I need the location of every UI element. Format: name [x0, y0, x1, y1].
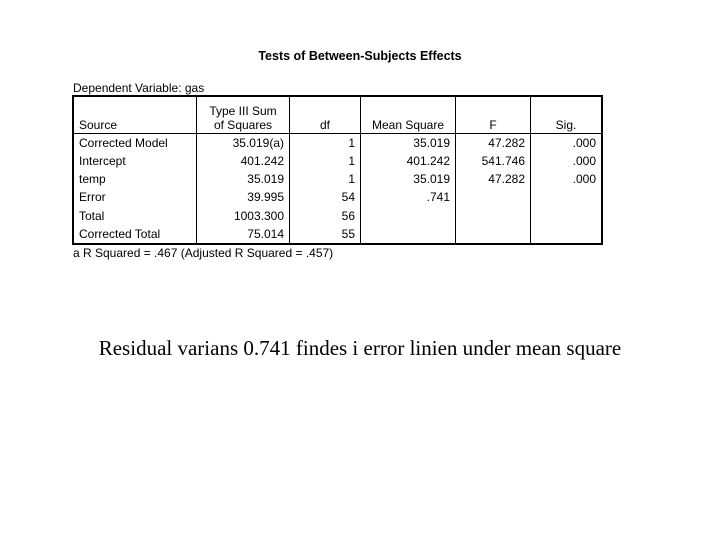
table-title: Tests of Between-Subjects Effects	[258, 49, 462, 63]
table-row	[73, 133, 602, 152]
cell-source: Corrected Model	[73, 133, 197, 152]
header-source: Source	[73, 96, 197, 133]
cell-ss: 35.019	[197, 170, 290, 188]
cell-source: Corrected Total	[73, 225, 197, 244]
cell-sig	[531, 188, 603, 206]
table-row	[73, 170, 602, 188]
cell-df: 1	[290, 133, 361, 152]
cell-f	[456, 225, 531, 244]
anova-table	[72, 95, 603, 245]
cell-ms	[361, 225, 456, 244]
table-footnote: a R Squared = .467 (Adjusted R Squared = .457)	[73, 246, 334, 260]
header-sig: Sig.	[531, 96, 603, 133]
table-row	[73, 152, 602, 170]
cell-ms: 401.242	[361, 152, 456, 170]
cell-f	[456, 207, 531, 225]
cell-source: Intercept	[73, 152, 197, 170]
cell-ss: 1003.300	[197, 207, 290, 225]
cell-source: temp	[73, 170, 197, 188]
cell-df: 54	[290, 188, 361, 206]
cell-sig: .000	[531, 133, 603, 152]
header-f: F	[456, 96, 531, 133]
cell-ms: .741	[361, 188, 456, 206]
table-row	[73, 225, 602, 244]
cell-source: Error	[73, 188, 197, 206]
header-df: df	[290, 96, 361, 133]
header-sum-of-squares	[197, 96, 290, 133]
cell-ss: 75.014	[197, 225, 290, 244]
cell-f: 541.746	[456, 152, 531, 170]
cell-source: Total	[73, 207, 197, 225]
cell-df: 56	[290, 207, 361, 225]
cell-f	[456, 188, 531, 206]
cell-ss: 35.019(a)	[197, 133, 290, 152]
cell-ss: 401.242	[197, 152, 290, 170]
slide-caption: Residual varians 0.741 findes i error linien under mean square	[98, 336, 622, 360]
cell-df: 1	[290, 152, 361, 170]
cell-df: 55	[290, 225, 361, 244]
table-row	[73, 207, 602, 225]
cell-sig	[531, 207, 603, 225]
cell-ms	[361, 207, 456, 225]
cell-f: 47.282	[456, 133, 531, 152]
table-header-row	[73, 96, 602, 133]
table-row	[73, 188, 602, 206]
dependent-variable-label: Dependent Variable: gas	[73, 81, 205, 95]
cell-ss: 39.995	[197, 188, 290, 206]
cell-ms: 35.019	[361, 133, 456, 152]
cell-ms: 35.019	[361, 170, 456, 188]
header-mean-square: Mean Square	[361, 96, 456, 133]
cell-sig: .000	[531, 152, 603, 170]
header-ss-line1: Type III Sum	[209, 103, 277, 118]
cell-sig: .000	[531, 170, 603, 188]
cell-df: 1	[290, 170, 361, 188]
header-ss-line2: of Squares	[213, 118, 273, 132]
cell-f: 47.282	[456, 170, 531, 188]
cell-sig	[531, 225, 603, 244]
